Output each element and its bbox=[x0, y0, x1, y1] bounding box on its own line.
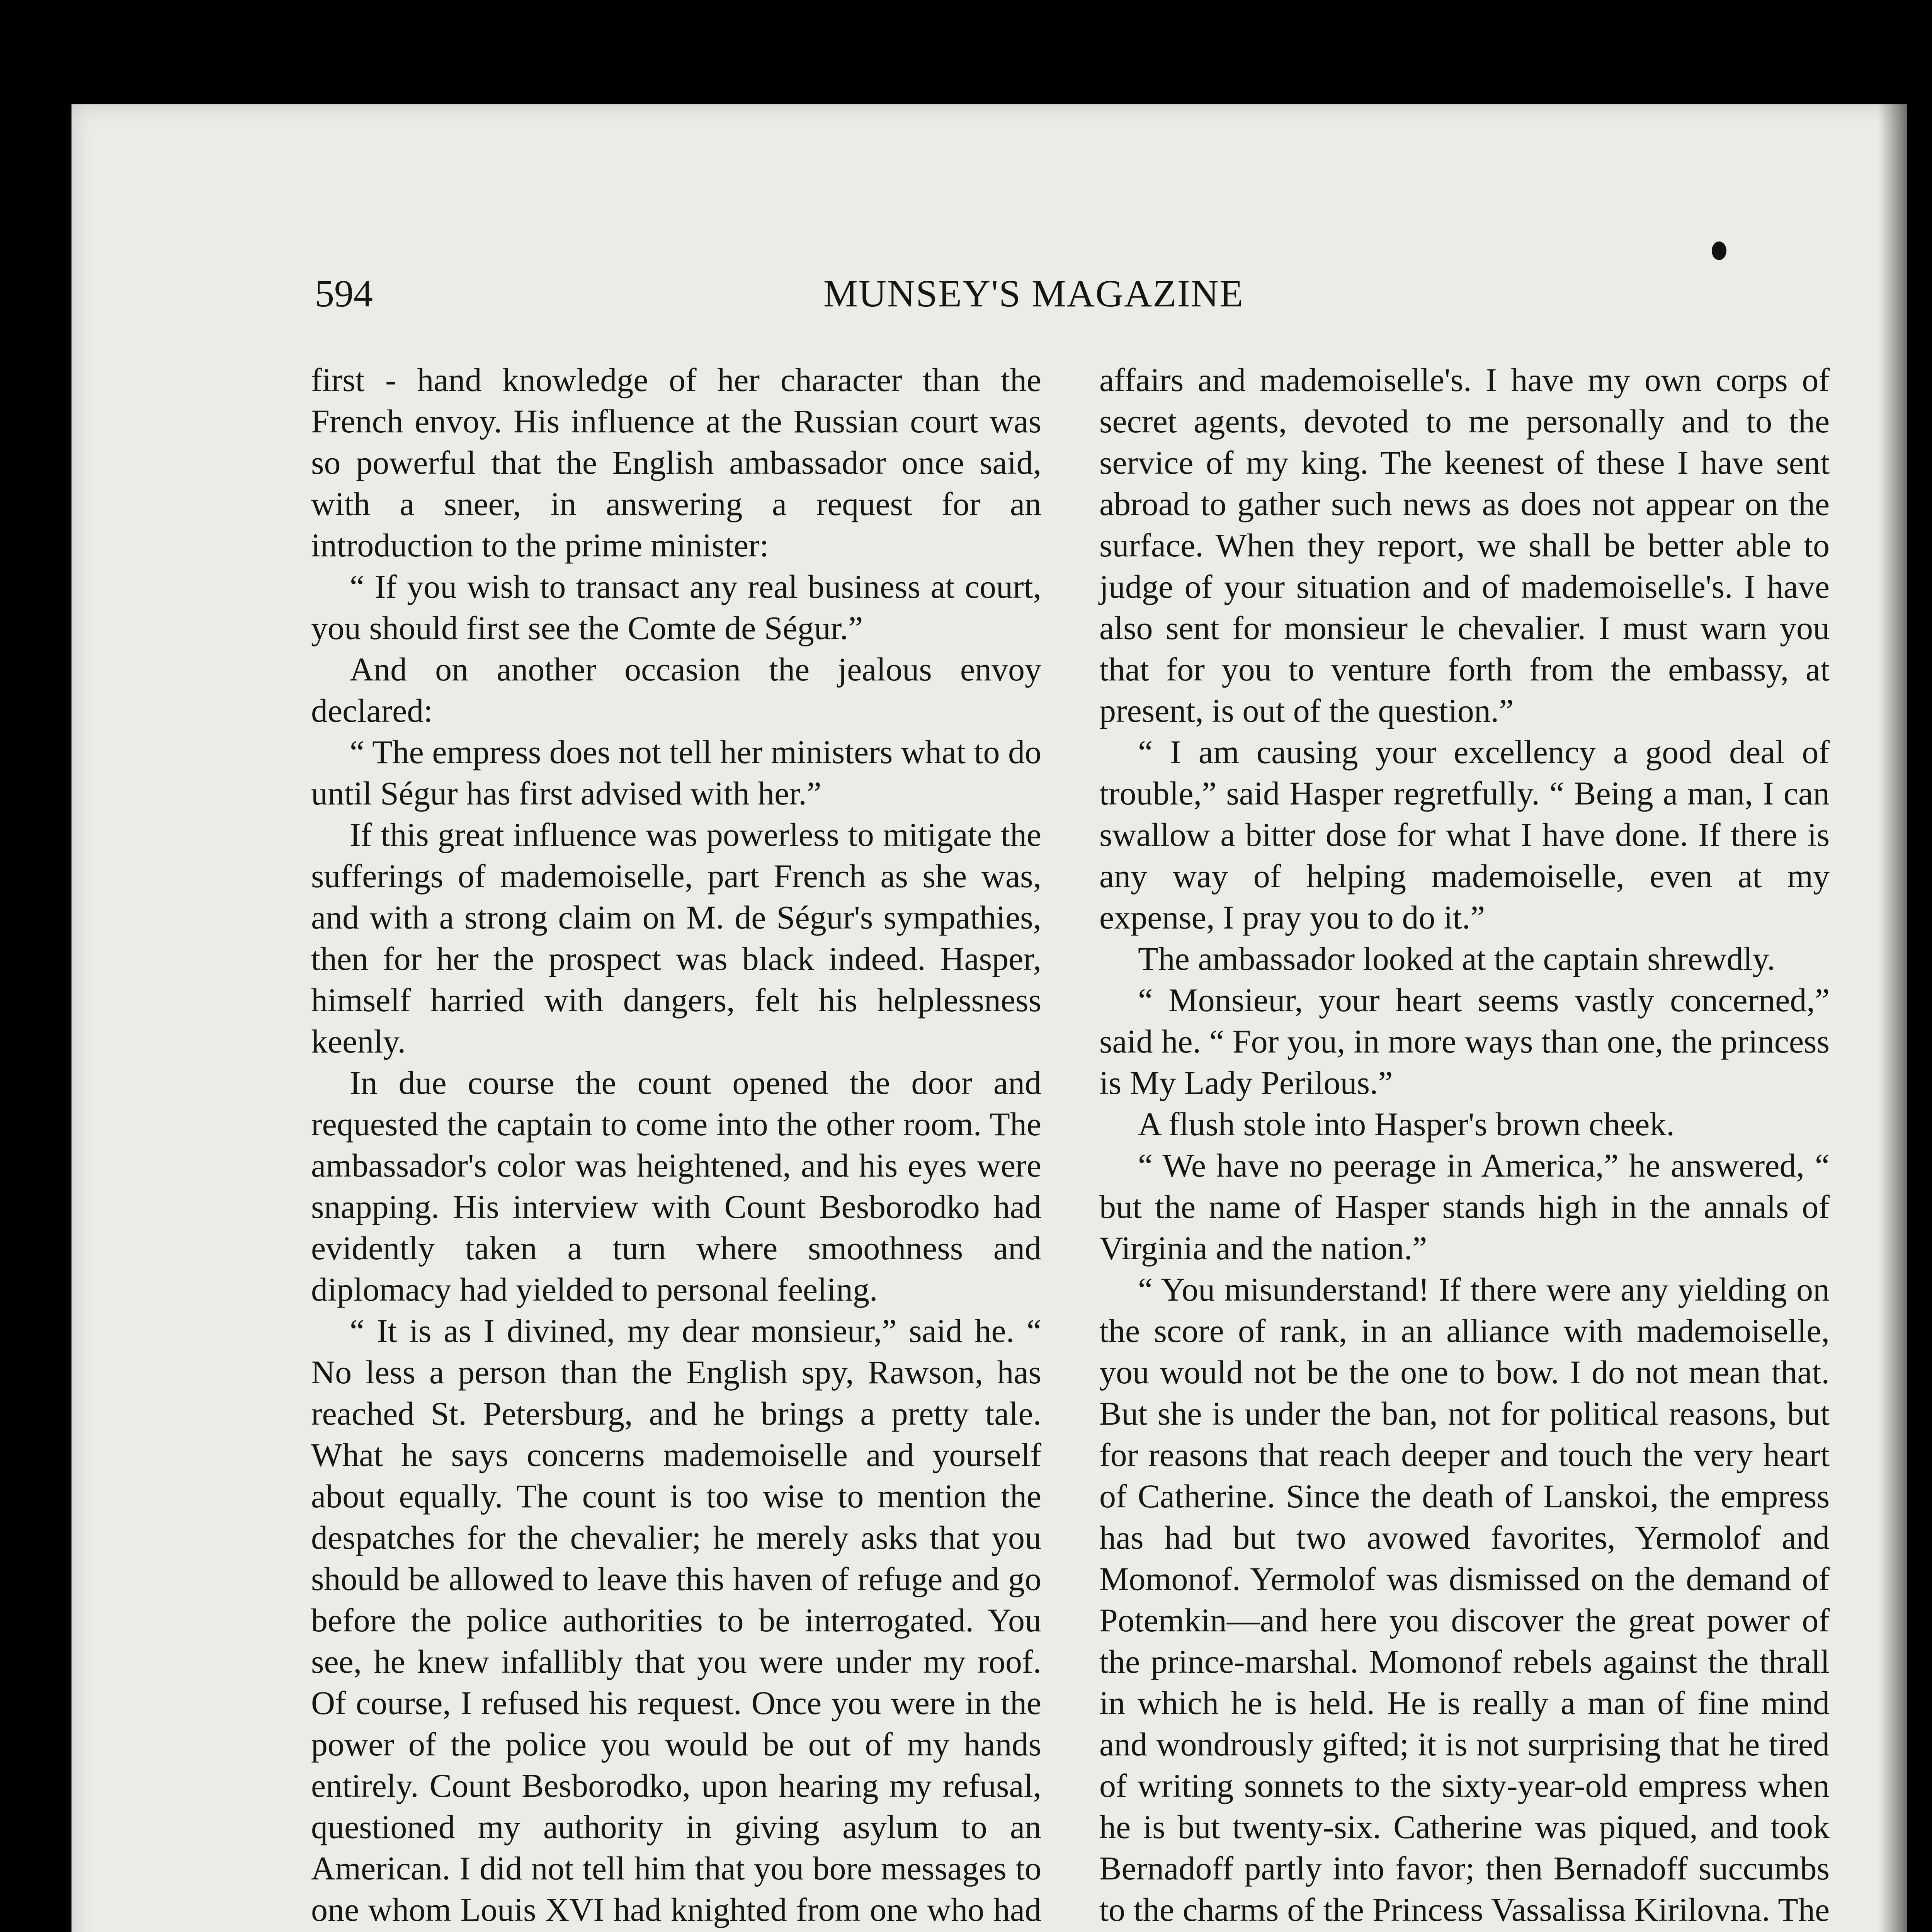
paragraph: If this great influence was powerless to mitigate the sufferings of mademoiselle, part French as she was, and with a strong claim on M. de Ségur's sympathies, then for her the prospect was black indeed. Hasper, himself harried with dangers, felt his helplessness keenly. bbox=[311, 816, 1041, 1060]
left-column bbox=[311, 359, 1041, 1932]
paragraph: “ We have no peerage in America,” he answered, “ but the name of Hasper stands high in the annals of Virginia and the nation.” bbox=[1099, 1147, 1830, 1267]
magazine-title: MUNSEY'S MAGAZINE bbox=[823, 272, 1244, 315]
paragraph: “ I am causing your excellency a good deal of trouble,” said Hasper regretfully. “ Being a man, I can swallow a bitter dose for what I have done. If there is any way of helping mademoiselle, even at my expense, I pray you to do it.” bbox=[1099, 733, 1830, 936]
page-content bbox=[238, 267, 1830, 1928]
right-column bbox=[1099, 359, 1830, 1932]
paragraph: “ You misunderstand! If there were any yielding on the score of rank, in an alliance with mademoiselle, you would not be the one to bow. I do not mean that. But she is under the ban, not for political reasons, but for reasons that reach deeper and touch the very heart of Catherine. Since the death of Lanskoi, the empress has had but two avowed favorites, Yermolof and Momonof. Yermolof was dismissed on the demand of Potemkin—and here you discover the great power of the prince-marshal. Momonof rebels against the thrall in which he is held. He is really a man of fine mind and wondrously gifted; it is not surprising that he tired of writing sonnets to the sixty-year-old empress when he is but twenty-six. Catherine was piqued, and took Bernadoff partly into favor; then Bernadoff succumbs to the charms of the Princess Vassalissa Kirilovna. The bbox=[1099, 1271, 1830, 1928]
paragraph: The ambassador looked at the captain shrewdly. bbox=[1138, 940, 1776, 977]
page-number: 594 bbox=[315, 272, 373, 315]
paragraph: “ The empress does not tell her ministers what to do until Ségur has first advised with her.” bbox=[311, 733, 1041, 812]
magazine-page bbox=[71, 104, 1907, 1932]
paragraph: “ It is as I divined, my dear monsieur,” said he. “ No less a person than the English spy, Rawson, has reached St. Petersburg, and he brings a pretty tale. What he says concerns mademoiselle and yourself about equally. The count is too wise to mention the despatches for the chevalier; he merely asks that you should be allowed to leave this haven of refuge and go before the police authorities to be interrogated. You see, he knew infallibly that you were under my roof. Of course, I refused his request. Once you were in the power of the police you would be out of my hands entirely. Count Besborodko, upon hearing my refusal, questioned my authority in giving asylum to an American. I did not tell him that you bore messages to one whom Louis XVI had knighted from one who had bbox=[311, 1312, 1041, 1928]
spine-shadow bbox=[1878, 104, 1911, 1932]
ink-speck bbox=[1712, 242, 1726, 260]
paragraph: A flush stole into Hasper's brown cheek. bbox=[1138, 1105, 1675, 1143]
paragraph: “ Monsieur, your heart seems vastly concerned,” said he. “ For you, in more ways than one, the princess is My Lady Perilous.” bbox=[1099, 981, 1830, 1101]
paragraph: first - hand knowledge of her character than the French envoy. His influence at the Russian court was so powerful that the English ambassador once said, with a sneer, in answering a request for an introduction to the prime minister: bbox=[311, 361, 1041, 564]
paragraph: “ If you wish to transact any real business at court, you should first see the Comte de Ségur.” bbox=[311, 568, 1041, 646]
paragraph: affairs and mademoiselle's. I have my own corps of secret agents, devoted to me personally and to the service of my king. The keenest of these I have sent abroad to gather such news as does not appear on the surface. When they report, we shall be better able to judge of your situation and of mademoiselle's. I have also sent for monsieur le chevalier. I must warn you that for you to venture forth from the embassy, at present, is out of the question.” bbox=[1099, 361, 1830, 729]
running-header bbox=[238, 267, 1830, 321]
paragraph: In due course the count opened the door and requested the captain to come into the other room. The ambassador's color was heightened, and his eyes were snapping. His interview with Count Besborodko had evidently taken a turn where smoothness and diplomacy had yielded to personal feeling. bbox=[311, 1064, 1041, 1308]
paragraph: And on another occasion the jealous envoy declared: bbox=[311, 651, 1041, 729]
